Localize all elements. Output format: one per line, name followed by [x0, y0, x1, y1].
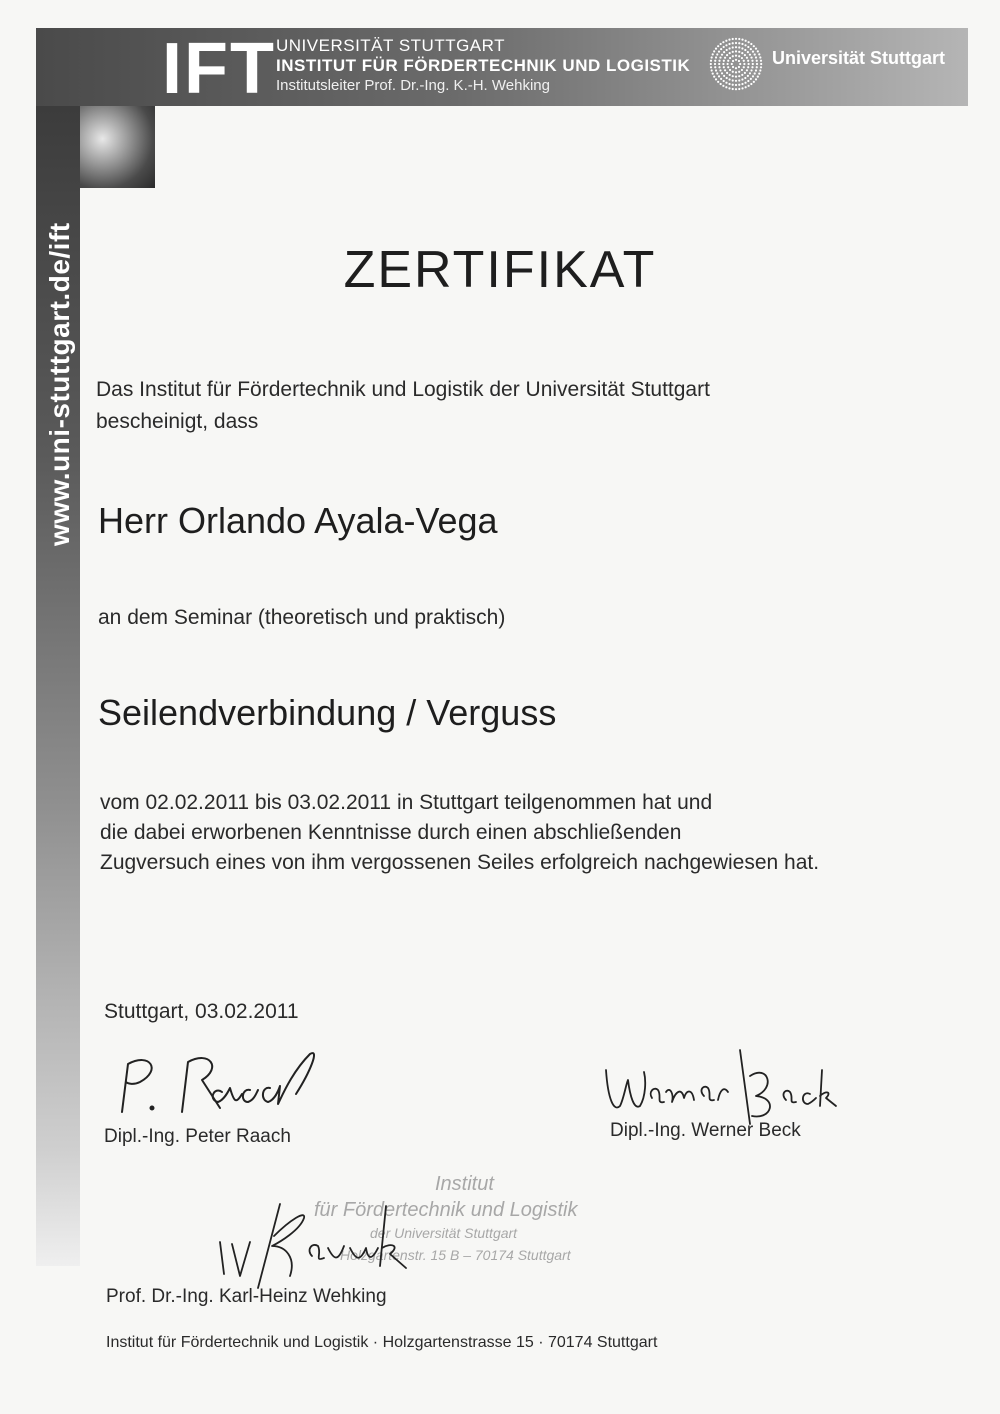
signer-wehking-name: Prof. Dr.-Ing. Karl-Heinz Wehking — [106, 1286, 387, 1307]
signer-raach-name: Dipl.-Ing. Peter Raach — [104, 1126, 291, 1147]
decorative-photo — [80, 106, 155, 188]
body-line-3: Zugversuch eines von ihm vergossenen Seiles erfolgreich nachgewiesen hat. — [100, 851, 820, 874]
signature-beck — [600, 1040, 840, 1130]
seminar-intro: an dem Seminar (theoretisch und praktisch) — [98, 606, 506, 629]
header-director: Institutsleiter Prof. Dr.-Ing. K.-H. Wehking — [276, 77, 550, 94]
signer-beck-name: Dipl.-Ing. Werner Beck — [610, 1120, 801, 1141]
body-line-1: vom 02.02.2011 bis 03.02.2011 in Stuttgart teilgenommen hat und — [100, 791, 713, 814]
intro-line-1: Das Institut für Fördertechnik und Logistik der Universität Stuttgart — [96, 378, 710, 401]
stamp-line-3: der Universität Stuttgart — [370, 1225, 518, 1241]
stamp-line-2: für Fördertechnik und Logistik — [314, 1199, 578, 1221]
signature-raach — [110, 1042, 340, 1122]
intro-text — [96, 374, 710, 438]
seminar-title: Seilendverbindung / Verguss — [98, 692, 557, 733]
stamp-line-1: Institut — [435, 1173, 494, 1195]
recipient-name: Herr Orlando Ayala-Vega — [98, 500, 498, 541]
stamp-line-4: Holzgartenstr. 15 B – 70174 Stuttgart — [340, 1247, 571, 1263]
website-url: www.uni-stuttgart.de/ift — [44, 222, 75, 546]
body-line-2: die dabei erworbenen Kenntnisse durch einen abschließenden — [100, 821, 682, 844]
header-institute: INSTITUT FÜR FÖRDERTECHNIK UND LOGISTIK — [276, 56, 691, 75]
certificate-title: ZERTIFIKAT — [343, 241, 657, 299]
place-date: Stuttgart, 03.02.2011 — [104, 1000, 299, 1023]
signature-wehking-iv — [210, 1196, 420, 1296]
footer-address: Institut für Fördertechnik und Logistik · Holzgartenstrasse 15 · 70174 Stuttgart — [106, 1334, 658, 1351]
ift-logo: IFT — [162, 29, 276, 109]
university-name: Universität Stuttgart — [772, 48, 946, 68]
university-emblem-icon — [708, 36, 764, 92]
body-text — [100, 788, 819, 878]
header-university: UNIVERSITÄT STUTTGART — [276, 36, 506, 55]
intro-line-2: bescheinigt, dass — [96, 410, 259, 433]
